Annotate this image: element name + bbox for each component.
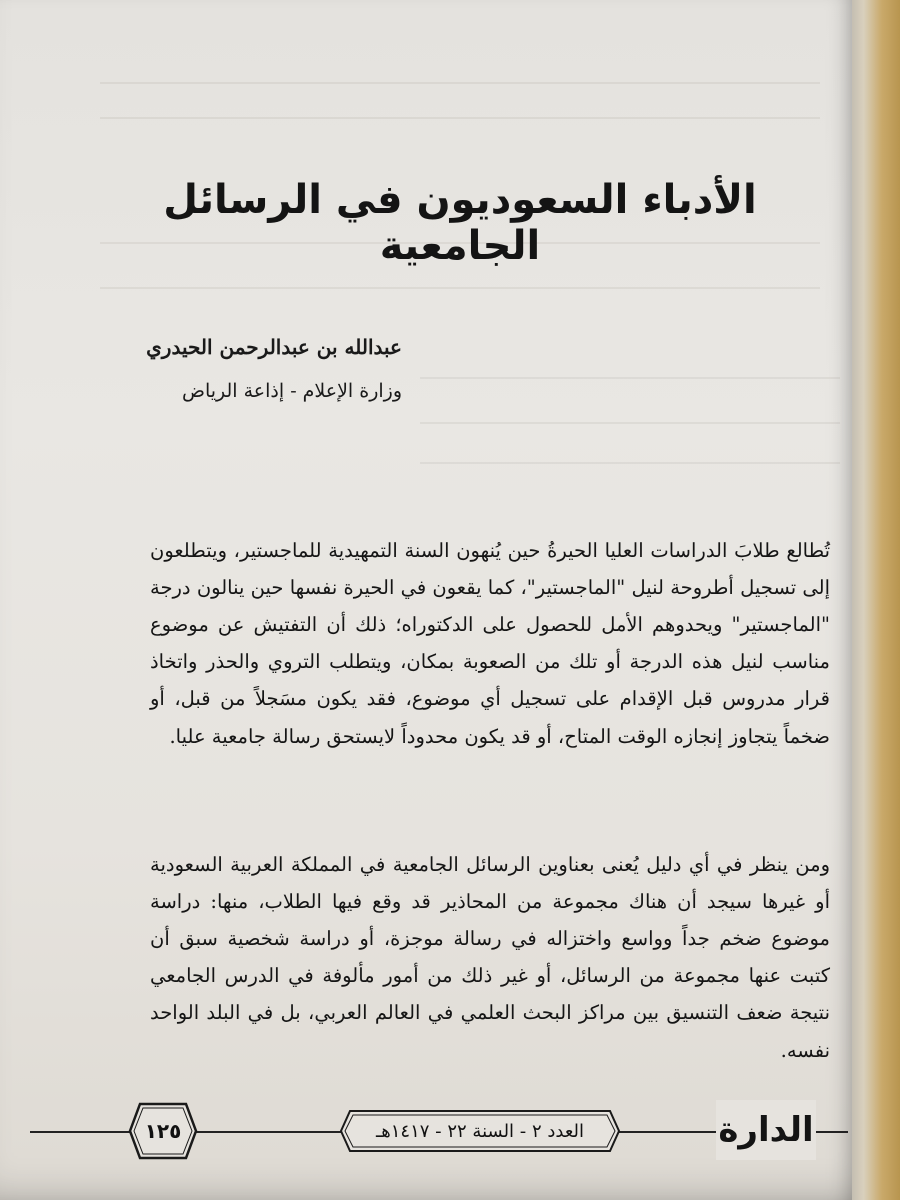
bleed-through-text [100,275,820,289]
author-name: عبدالله بن عبدالرحمن الحيدري [146,335,402,359]
bleed-through-text [100,70,820,84]
issue-text: العدد ٢ - السنة ٢٢ - ١٤١٧هـ [375,1120,585,1142]
bleed-through-text [420,365,840,379]
bleed-through-text [100,105,820,119]
journal-logo [716,1100,816,1160]
journal-logo-text: الدارة [718,1110,814,1150]
bleed-through-text [420,410,840,424]
body-paragraph-1: تُطالع طلابَ الدراسات العليا الحيرةُ حين يُنهون السنة التمهيدية للماجستير، ويتطلعون إلى تسجيل أطروحة لنيل "الماجستير"، كما يقعون في الحيرة نفسها حين ينالون درجة "الماجستير" ويحدوهم الأمل للحصول على الدكتوراه؛ ذلك أن التفتيش عن موضوع مناسب لنيل هذه الدرجة أو تلك من الصعوبة بمكان، ويتطلب التروي والحذر واتخاذ قرار مدروس قبل الإقدام على تسجيل أي موضوع، فقد يكون مسَجلاً من قبل، أو ضخماً يتجاوز إنجازه الوقت المتاح، أو قد يكون محدوداً لايستحق رسالة جامعية عليا. [150,538,830,748]
author-affiliation: وزارة الإعلام - إذاعة الرياض [181,380,402,402]
issue-info-box [340,1110,620,1152]
article-title: الأدباء السعوديون في الرسائل الجامعية [163,176,757,269]
bleed-through-text [420,450,840,464]
book-spine-edge [848,0,900,1200]
page-number-badge [128,1102,198,1160]
page-number: ١٢٥ [144,1119,182,1143]
body-paragraph-2: ومن ينظر في أي دليل يُعنى بعناوين الرسائل الجامعية في المملكة العربية السعودية أو غيرها سيجد أن هناك مجموعة من المحاذير قد وقع فيها الطلاب، منها: دراسة موضوع ضخم جداً وواسع واختزاله في رسالة موجزة، أو دراسة شخصية سبق أن كتبت عنها مجموعة من الرسائل، أو غير ذلك من أمور مألوفة في الدرس الجامعي نتيجة ضعف التنسيق بين مراكز البحث العلمي في العالم العربي، بل في البلد الواحد نفسه. [150,852,830,1062]
